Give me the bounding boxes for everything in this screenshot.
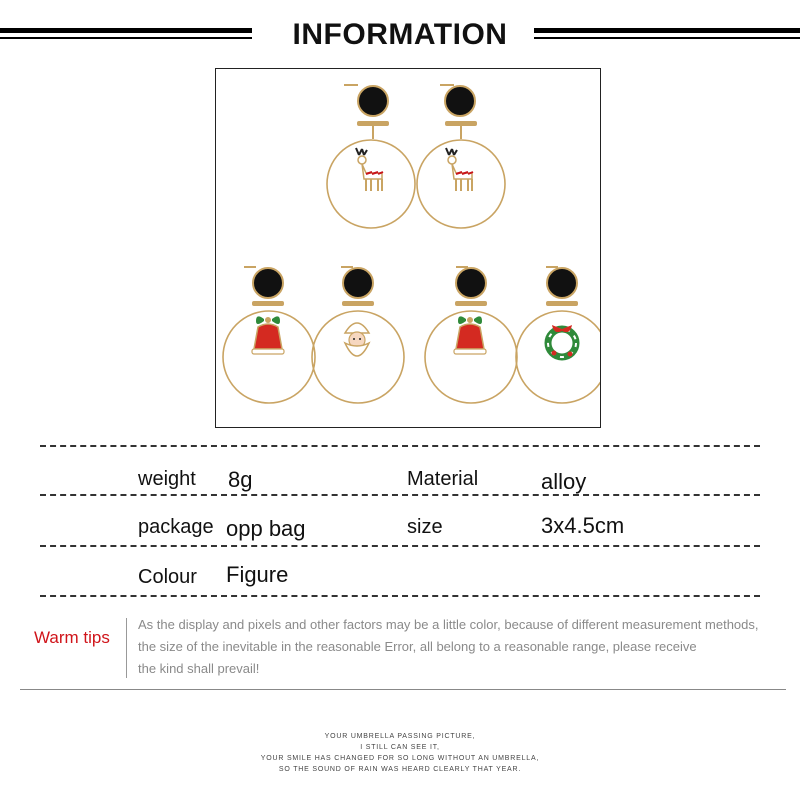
size-value: 3x4.5cm — [541, 513, 625, 538]
bottom-divider — [20, 689, 786, 690]
material-label: Material — [407, 468, 479, 490]
weight-value: 8g — [228, 467, 253, 492]
earrings-illustration — [216, 69, 600, 427]
wreath-earring — [516, 267, 600, 403]
reindeer-earring-left — [327, 85, 415, 228]
poem-line: SO THE SOUND OF RAIN WAS HEARD CLEARLY THAT YEAR. — [278, 766, 522, 773]
divider — [40, 494, 760, 496]
tips-separator — [126, 618, 127, 678]
bell-earring-left — [223, 267, 315, 403]
poem-line: I STILL CAN SEE IT, — [360, 744, 440, 751]
reindeer-earring-right — [417, 85, 505, 228]
product-photo — [215, 68, 601, 428]
warm-tips-text — [138, 614, 788, 680]
material-value: alloy — [541, 469, 587, 494]
poem-line: YOUR UMBRELLA PASSING PICTURE, — [324, 733, 476, 740]
tips-line: the kind shall prevail! — [138, 661, 260, 676]
footer-poem — [0, 731, 800, 775]
header-bars-right — [534, 28, 800, 39]
package-label: package — [138, 516, 214, 538]
package-value: opp bag — [226, 516, 306, 541]
weight-label: weight — [138, 468, 196, 490]
divider — [40, 595, 760, 597]
santa-earring — [312, 267, 404, 403]
bell-earring-right — [425, 267, 517, 403]
warm-tips-label: Warm tips — [34, 628, 110, 647]
tips-line: the size of the inevitable in the reasonable Error, all belong to a reasonable range, please receive — [138, 639, 697, 654]
colour-label: Colour — [138, 566, 197, 588]
tips-line: As the display and pixels and other factors may be a little color, because of different measurement methods, — [138, 617, 759, 632]
page-title: INFORMATION — [292, 18, 508, 51]
poem-line: YOUR SMILE HAS CHANGED FOR SO LONG WITHOUT AN UMBRELLA, — [260, 755, 540, 762]
divider — [40, 545, 760, 547]
size-label: size — [407, 516, 443, 538]
divider — [40, 445, 760, 447]
colour-value: Figure — [226, 562, 289, 587]
header — [0, 18, 800, 58]
